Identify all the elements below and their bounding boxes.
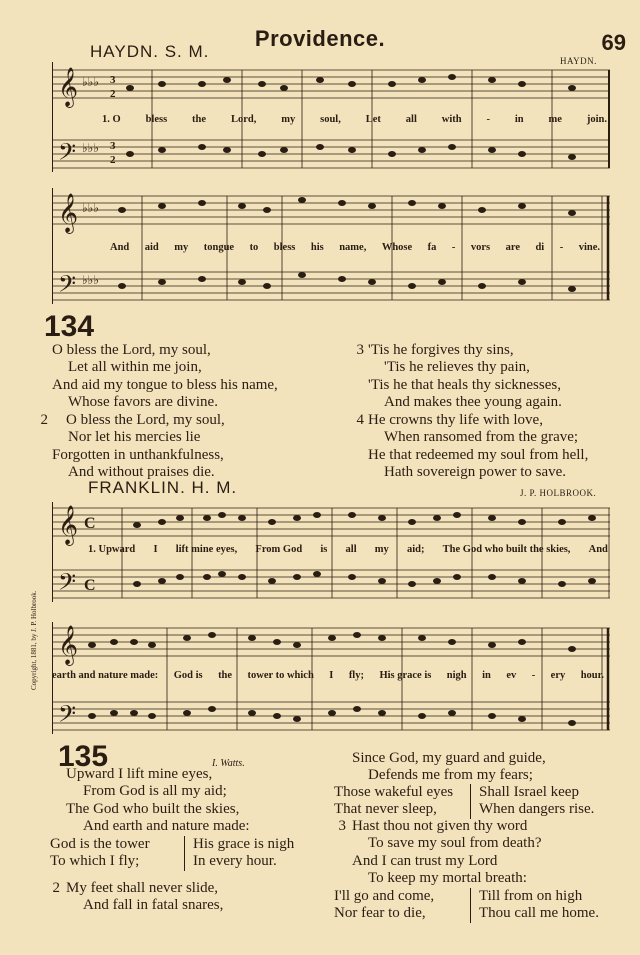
- verse-line: To keep my mortal breath:: [368, 870, 527, 887]
- verse-line: Defends me from my fears;: [368, 767, 533, 784]
- verse-number: 4: [356, 412, 364, 428]
- page-number: 69: [601, 30, 626, 55]
- lyric-word: fa: [427, 242, 437, 253]
- svg-text:2: 2: [110, 154, 116, 166]
- verse-number: 3: [356, 342, 364, 358]
- verse-line: Forgotten in unthankfulness,: [52, 446, 224, 463]
- verse-line: Let all within me join,: [68, 359, 202, 376]
- verse-3: [338, 818, 542, 888]
- hymn-number: 134: [44, 310, 95, 343]
- tune-meter: S. M.: [164, 42, 210, 61]
- music-system-2: [52, 186, 610, 310]
- verse-line: To which I fly;: [50, 853, 140, 870]
- composer-name: HAYDN.: [560, 56, 597, 66]
- lyric-word: in: [482, 670, 491, 681]
- lyric-word: all: [405, 114, 417, 125]
- lyric-word: I: [153, 544, 158, 555]
- svg-text:𝄞: 𝄞: [58, 69, 79, 106]
- lyric-line: [52, 670, 604, 681]
- verse-1: [52, 342, 278, 412]
- verse-line: The God who built the skies,: [66, 800, 240, 817]
- lyric-word: all: [345, 544, 357, 555]
- music-system-4: [52, 614, 610, 744]
- verse-line: God is the tower: [50, 836, 150, 852]
- verse-line: And fall in fatal snares,: [83, 897, 224, 914]
- svg-text:𝄞: 𝄞: [58, 507, 79, 544]
- verse-continuation: [352, 750, 546, 785]
- verse-line: To save my soul from death?: [368, 835, 542, 852]
- lyric-word: Lord,: [230, 114, 257, 125]
- lyric-word: di: [535, 242, 545, 253]
- lyric-word: -: [486, 114, 490, 125]
- svg-text:♭♭♭: ♭♭♭: [82, 201, 99, 215]
- lyric-word: earth and nature made:: [52, 670, 159, 681]
- lyric-word: ery: [550, 670, 566, 681]
- svg-text:♭♭♭: ♭♭♭: [82, 75, 99, 89]
- lyric-word: His grace is: [379, 670, 432, 681]
- lyric-word: From God: [255, 544, 303, 555]
- verse-line: Those wakeful eyes: [334, 784, 454, 800]
- verse-line: When ransomed from the grave;: [384, 429, 579, 446]
- verse-line: Nor let his mercies lie: [68, 429, 201, 446]
- lyric-word: join.: [586, 114, 607, 125]
- lyric-word: name,: [339, 242, 367, 253]
- verse-line: From God is all my aid;: [83, 783, 227, 800]
- svg-text:2: 2: [110, 88, 116, 100]
- lyric-word: me: [548, 114, 562, 125]
- lyric-word: vors: [470, 242, 491, 253]
- lyric-word: with: [441, 114, 462, 125]
- verse-number: 2: [52, 880, 60, 896]
- lyric-word: Whose: [381, 242, 413, 253]
- lyric-word: And: [588, 544, 608, 555]
- lyric-word: ev: [506, 670, 517, 681]
- lyric-word: -: [451, 242, 456, 253]
- svg-text:3: 3: [110, 74, 116, 86]
- verse-line: Till from on high: [479, 888, 583, 904]
- lyric-word: my: [281, 114, 296, 125]
- lyric-word: my: [174, 242, 189, 253]
- lyric-word: -: [531, 670, 536, 681]
- verse-line: His grace is nigh: [193, 836, 295, 852]
- verse-line: And I can trust my Lord: [352, 852, 498, 869]
- verse-line: Hast thou not given thy word: [352, 818, 528, 834]
- author-name: I. Watts.: [212, 758, 245, 769]
- svg-text:𝄢: 𝄢: [58, 702, 77, 733]
- svg-text:♭♭♭: ♭♭♭: [82, 273, 99, 287]
- lyric-word: 1. O: [102, 114, 121, 125]
- verse-line: 'Tis he forgives thy sins,: [368, 342, 514, 358]
- verse-line: Upward I lift mine eyes,: [66, 766, 213, 782]
- tune-name-franklin: [88, 478, 237, 498]
- verse-line: When dangers rise.: [479, 801, 595, 818]
- verse-line: 'Tis he that heals thy sicknesses,: [368, 376, 561, 393]
- verse-line: I'll go and come,: [334, 888, 435, 904]
- svg-text:𝄢: 𝄢: [58, 140, 77, 171]
- svg-text:𝄢: 𝄢: [58, 570, 77, 601]
- page-title: Providence.: [254, 26, 386, 51]
- lyric-word: And: [110, 242, 130, 253]
- lyric-word: lift mine eyes,: [175, 544, 238, 555]
- svg-text:♭♭♭: ♭♭♭: [82, 141, 99, 155]
- lyric-word: the: [192, 114, 207, 125]
- split-bracket: [470, 784, 594, 819]
- lyric-word: Let: [365, 114, 381, 125]
- lyric-line: [88, 544, 608, 555]
- verse-1: [66, 766, 250, 836]
- svg-text:C: C: [84, 577, 96, 594]
- lyric-word: the: [218, 670, 233, 681]
- verse-number: 3: [338, 818, 346, 834]
- verse-line: And aid my tongue to bless his name,: [52, 376, 278, 393]
- music-system-1: [52, 62, 610, 178]
- verse-line: O bless the Lord, my soul,: [52, 342, 211, 358]
- verse-line: And without praises die.: [68, 464, 215, 481]
- split-lines: [334, 784, 594, 819]
- split-bracket: [470, 888, 599, 923]
- lyric-word: aid;: [406, 544, 425, 555]
- verse-2: [52, 880, 224, 915]
- lyric-word: bless: [273, 242, 296, 253]
- lyric-word: tower to which: [247, 670, 314, 681]
- lyric-word: soul,: [320, 114, 341, 125]
- verse-line: Whose favors are divine.: [68, 394, 218, 411]
- lyric-word: my: [374, 544, 389, 555]
- verse-line: O bless the Lord, my soul,: [66, 412, 225, 428]
- svg-text:𝄞: 𝄞: [58, 627, 79, 664]
- svg-text:𝄞: 𝄞: [58, 195, 79, 232]
- verse-line: Shall Israel keep: [479, 784, 579, 800]
- lyric-word: 1. Upward: [88, 544, 136, 555]
- lyric-word: bless: [145, 114, 168, 125]
- lyric-word: fly;: [348, 670, 364, 681]
- verse-line: Thou call me home.: [479, 905, 599, 922]
- svg-text:𝄢: 𝄢: [58, 272, 77, 303]
- tune-name: FRANKLIN.: [88, 478, 186, 497]
- lyric-word: I: [329, 670, 334, 681]
- svg-text:3: 3: [110, 140, 116, 152]
- split-lines: [334, 888, 599, 923]
- verse-line: Hath sovereign power to save.: [384, 464, 567, 481]
- verse-3: [356, 342, 562, 412]
- hymn-number: 135: [58, 740, 109, 773]
- composer-name: J. P. HOLBROOK.: [520, 488, 597, 498]
- lyric-word: in: [514, 114, 524, 125]
- verse-number: 2: [40, 412, 48, 428]
- lyric-line: [102, 114, 607, 125]
- lyric-word: nigh: [446, 670, 467, 681]
- split-bracket: [184, 836, 294, 871]
- verse-line: And earth and nature made:: [83, 818, 250, 835]
- verse-line: That never sleep,: [334, 801, 437, 818]
- split-lines: [50, 836, 294, 871]
- lyric-word: vine.: [578, 242, 600, 253]
- verse-line: Nor fear to die,: [334, 905, 426, 922]
- verse-4: [356, 412, 589, 482]
- lyric-word: hour.: [580, 670, 604, 681]
- verse-line: Since God, my guard and guide,: [352, 750, 546, 766]
- lyric-word: are: [505, 242, 520, 253]
- lyric-word: aid: [144, 242, 159, 253]
- lyric-word: tongue: [203, 242, 235, 253]
- lyric-word: to: [249, 242, 259, 253]
- lyric-word: God is: [173, 670, 203, 681]
- verse-line: He crowns thy life with love,: [368, 412, 543, 428]
- verse-2: [40, 412, 225, 482]
- lyric-word: -: [559, 242, 564, 253]
- lyric-line: [110, 242, 600, 253]
- verse-line: 'Tis he relieves thy pain,: [384, 359, 530, 376]
- tune-name: HAYDN.: [90, 42, 159, 61]
- tune-meter: H. M.: [191, 478, 238, 497]
- copyright-notice: Copyright, 1881, by J. P. Holbrook.: [30, 590, 38, 690]
- svg-text:C: C: [84, 515, 96, 532]
- lyric-word: his: [310, 242, 324, 253]
- verse-line: He that redeemed my soul from hell,: [368, 446, 589, 463]
- lyric-word: is: [320, 544, 328, 555]
- verse-line: In every hour.: [193, 853, 277, 870]
- tune-name-haydn: [90, 42, 209, 62]
- music-system-3: [52, 498, 610, 608]
- lyric-word: The God who built the skies,: [442, 544, 571, 555]
- verse-line: My feet shall never slide,: [66, 880, 219, 896]
- verse-line: And makes thee young again.: [384, 394, 562, 411]
